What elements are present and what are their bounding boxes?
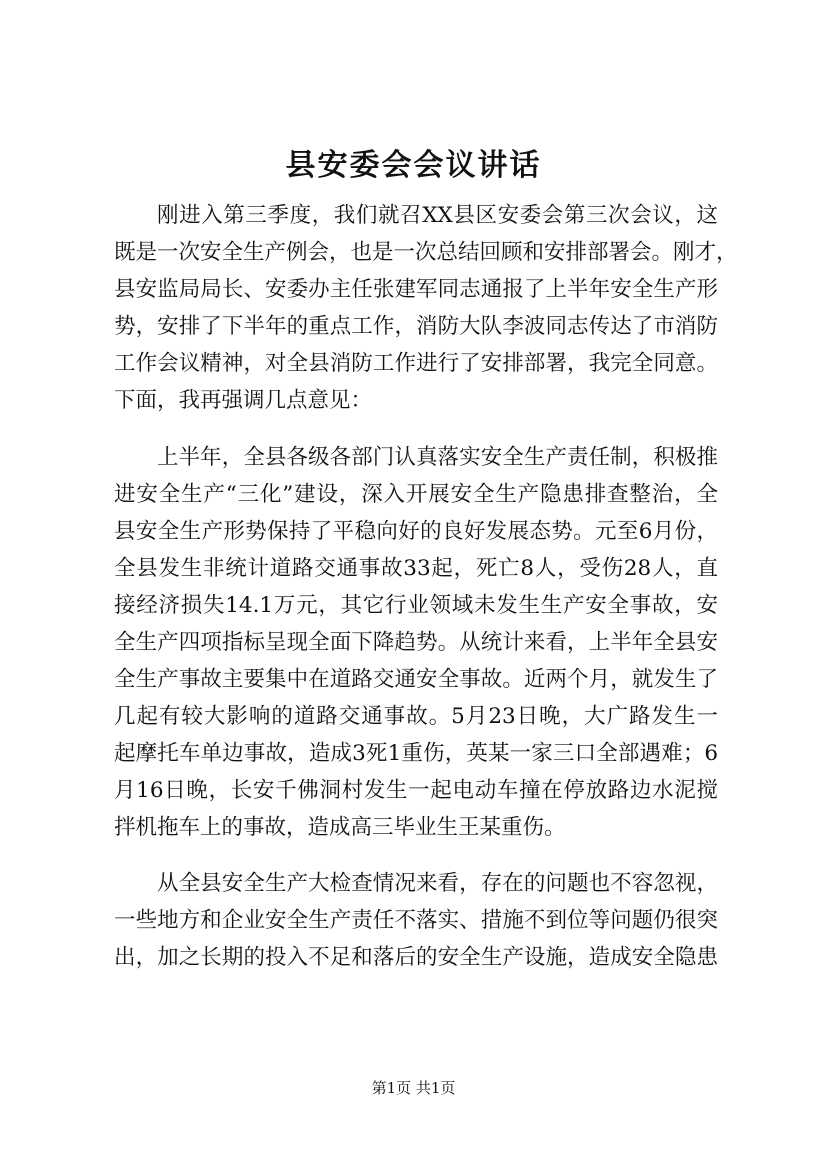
paragraph-2-line-3: 县安全生产形势保持了平稳向好的良好发展态势。元至6月份， xyxy=(114,519,718,544)
paragraph-2-line-9: 起摩托车单边事故，造成3死1重伤，英某一家三口全部遇难；6 xyxy=(114,741,718,766)
paragraph-1-line-3: 县安监局局长、安委办主任张建军同志通报了上半年安全生产形 xyxy=(114,277,718,302)
paragraph-2-line-1: 上半年，全县各级各部门认真落实安全生产责任制，积极推 xyxy=(157,445,718,470)
paragraph-3-line-2: 一些地方和企业安全生产责任不落实、措施不到位等问题仍很突 xyxy=(114,908,718,933)
paragraph-2-line-7: 全生产事故主要集中在道路交通安全事故。近两个月，就发生了 xyxy=(114,667,718,692)
paragraph-3-line-3: 出，加之长期的投入不足和落后的安全生产设施，造成安全隐患 xyxy=(114,945,718,970)
paragraph-2-line-4: 全县发生非统计道路交通事故33起，死亡8人，受伤28人，直 xyxy=(114,556,718,581)
document-title: 县安委会会议讲话 xyxy=(285,148,542,183)
paragraph-2-line-8: 几起有较大影响的道路交通事故。5月23日晚，大广路发生一 xyxy=(114,704,718,729)
paragraph-2-line-10: 月16日晚，长安千佛洞村发生一起电动车撞在停放路边水泥搅 xyxy=(114,778,718,803)
paragraph-1-line-5: 工作会议精神，对全县消防工作进行了安排部署，我完全同意。 xyxy=(114,351,718,376)
paragraph-1-line-4: 势，安排了下半年的重点工作，消防大队李波同志传达了市消防 xyxy=(114,314,718,339)
paragraph-2-line-5: 接经济损失14.1万元，其它行业领域未发生生产安全事故，安 xyxy=(114,593,718,618)
paragraph-3-line-1: 从全县安全生产大检查情况来看，存在的问题也不容忽视， xyxy=(157,871,718,896)
paragraph-2-line-6: 全生产四项指标呈现全面下降趋势。从统计来看，上半年全县安 xyxy=(114,630,718,655)
paragraph-1-line-6: 下面，我再强调几点意见： xyxy=(114,388,373,413)
paragraph-1-line-1: 刚进入第三季度，我们就召XX县区安委会第三次会议，这 xyxy=(157,203,718,228)
paragraph-2-line-11: 拌机拖车上的事故，造成高三毕业生王某重伤。 xyxy=(114,815,566,840)
page-footer: 第1页 共1页 xyxy=(371,1079,456,1097)
paragraph-1-line-2: 既是一次安全生产例会，也是一次总结回顾和安排部署会。刚才， xyxy=(114,240,738,265)
paragraph-2-line-2: 进安全生产“三化”建设，深入开展安全生产隐患排查整治，全 xyxy=(114,482,718,507)
